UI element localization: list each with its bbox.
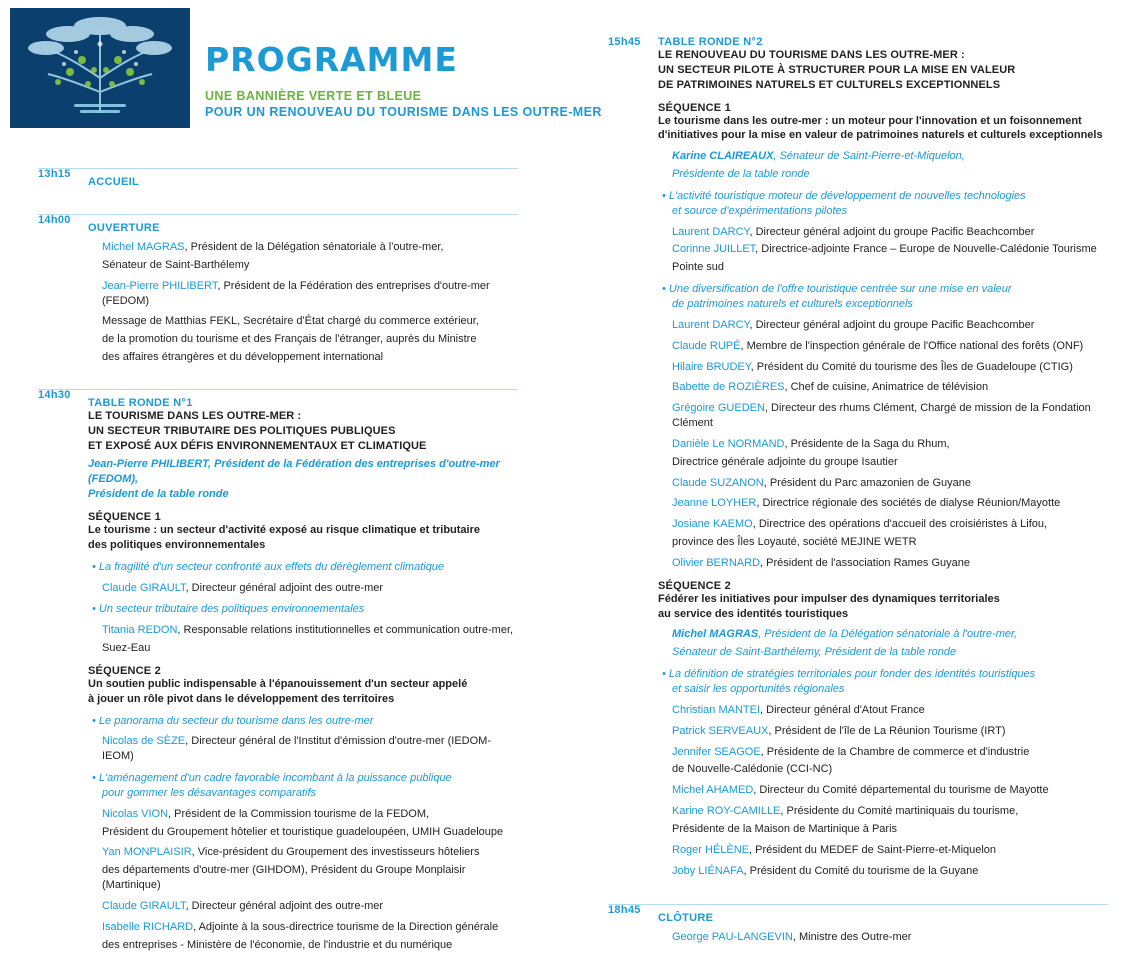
speaker-role: , Président du Comité du tourisme des Îles de Guadeloupe (CTIG) <box>750 360 1073 373</box>
chair-speaker <box>672 149 1108 164</box>
speaker-role: , Président de la Commission tourisme de la FEDOM, <box>168 807 430 820</box>
table1-chair-cont: Président de la table ronde <box>88 488 229 501</box>
speaker-role: , Directeur général adjoint du groupe Pacific Beachcomber <box>749 225 1035 238</box>
speaker-role-cont: Suez-Eau <box>102 642 151 655</box>
speaker <box>672 496 1108 511</box>
table1-chair: Jean-Pierre PHILIBERT, Président de la Fédération des entreprises d'outre-mer (FEDOM), <box>88 458 500 486</box>
speaker <box>672 745 1108 760</box>
table2-title: TABLE RONDE N°2 <box>658 36 763 48</box>
speaker-role: , Présidente de la Chambre de commerce et d'industrie <box>760 745 1030 758</box>
speaker-name: Patrick SERVEAUX <box>672 724 769 737</box>
speaker-role: , Présidente de la Saga du Rhum, <box>784 437 950 450</box>
bullet-item: • Un secteur tributaire des politiques environnementales <box>92 603 365 616</box>
speaker-name: Jean-Pierre PHILIBERT <box>102 279 218 292</box>
chair-role-cont: Présidente de la table ronde <box>672 168 810 181</box>
sequence-title: à jouer un rôle pivot dans le développement des territoires <box>88 692 395 705</box>
speaker-name: Claude RUPÉ <box>672 339 741 352</box>
bullet-item: • La définition de stratégies territoriales pour fonder des identités touristiques <box>662 668 1036 681</box>
sequence-label: SÉQUENCE 2 <box>88 664 161 677</box>
table2-subtitle: UN SECTEUR PILOTE À STRUCTURER POUR LA MISE EN VALEUR <box>658 63 1016 76</box>
speaker-role-cont: des entreprises - Ministère de l'économie, de l'industrie et du numérique <box>102 938 453 951</box>
bullet-item-cont: et saisir les opportunités régionales <box>672 683 845 695</box>
speaker-name: Olivier BERNARD <box>672 556 761 569</box>
divider <box>38 389 518 390</box>
header-subtitle-1: UNE BANNIÈRE VERTE ET BLEUE <box>205 89 422 103</box>
speaker <box>102 581 518 596</box>
speaker <box>672 339 1108 354</box>
speaker-role: , Président de l'île de La Réunion Tourisme (IRT) <box>768 724 1006 737</box>
divider <box>38 168 518 169</box>
bullet-item-cont: et source d'expérimentations pilotes <box>672 204 848 217</box>
chair-speaker <box>672 627 1108 642</box>
ouverture-title: OUVERTURE <box>88 222 160 234</box>
bullet-item: • Une diversification de l'offre touristique centrée sur une mise en valeur <box>662 283 1012 296</box>
speaker <box>102 899 518 914</box>
speaker-name: Hilaire BRUDEY <box>672 360 751 373</box>
speaker <box>672 517 1108 532</box>
bullet-item: • Le panorama du secteur du tourisme dans les outre-mer <box>92 714 374 727</box>
speaker-role: , Directrice des opérations d'accueil des croisiéristes à Lifou, <box>752 518 1048 531</box>
sequence-title: Fédérer les initiatives pour impulser des dynamiques territoriales <box>658 592 1000 605</box>
speaker-role: , Directeur général de l'Institut d'émission d'outre-mer (IEDOM-IEOM) <box>102 735 492 763</box>
speaker-role-cont: Présidente de la Maison de Martinique à Paris <box>672 822 898 835</box>
speaker-role: , Président de la Fédération des entreprises d'outre-mer (FEDOM) <box>102 279 490 307</box>
session-table-ronde-2 <box>608 36 1108 900</box>
bullet-item-cont: de patrimoines naturels et culturels exceptionnels <box>672 297 913 310</box>
speaker-name: Michel MAGRAS <box>102 241 185 253</box>
speaker-name: Nicolas VION <box>102 807 169 820</box>
speaker-name: Laurent DARCY <box>672 318 750 331</box>
speaker-name: Michel MAGRAS <box>672 628 759 641</box>
speaker <box>672 556 1108 571</box>
speaker <box>102 920 518 935</box>
bullet-item: • La fragilité d'un secteur confronté aux effets du dérèglement climatique <box>92 560 445 573</box>
speaker <box>102 734 518 764</box>
speaker <box>102 623 518 638</box>
speaker-role: , Vice-président du Groupement des investisseurs hôteliers <box>191 846 480 859</box>
table1-title: TABLE RONDE N°1 <box>88 396 193 409</box>
speaker-name: Grégoire GUEDEN <box>672 402 765 415</box>
session-accueil <box>38 168 518 210</box>
speaker-role: , Directrice régionale des sociétés de dialyse Réunion/Mayotte <box>756 497 1061 510</box>
table2-subtitle: LE RENOUVEAU DU TOURISME DANS LES OUTRE-MER : <box>658 49 965 61</box>
speaker <box>672 225 1108 240</box>
divider <box>608 904 1108 905</box>
speaker-name: Karine ROY-CAMILLE <box>672 805 781 818</box>
speaker-role: , Président de la Délégation sénatoriale à l'outre-mer, <box>184 241 444 253</box>
table1-subtitle: LE TOURISME DANS LES OUTRE-MER : <box>88 409 302 422</box>
table2-time: 15h45 <box>608 36 641 48</box>
table1-subtitle: UN SECTEUR TRIBUTAIRE DES POLITIQUES PUBLIQUES <box>88 424 396 437</box>
chair-role-cont: Sénateur de Saint-Barthélemy, Président de la table ronde <box>672 646 957 659</box>
header-text <box>205 40 602 119</box>
speaker-role: , Sénateur de Saint-Pierre-et-Miquelon, <box>773 150 965 163</box>
speaker <box>672 380 1108 395</box>
speaker-role: , Directeur général d'Atout France <box>760 703 925 716</box>
speaker-role: , Chef de cuisine, Animatrice de télévision <box>784 381 989 394</box>
speaker <box>672 318 1108 333</box>
table1-time: 14h30 <box>38 388 71 401</box>
speaker-role: , Responsable relations institutionnelles et communication outre-mer, <box>177 624 514 637</box>
message-line: des affaires étrangères et du développement international <box>102 351 384 364</box>
speaker <box>672 703 1108 718</box>
cloture-title: CLÔTURE <box>658 912 714 925</box>
speaker-name: Danièle Le NORMAND <box>672 437 785 450</box>
header-subtitle-2: POUR UN RENOUVEAU DU TOURISME DANS LES OUTRE-MER <box>205 105 602 119</box>
table1-subtitle: ET EXPOSÉ AUX DÉFIS ENVIRONNEMENTAUX ET CLIMATIQUE <box>88 439 427 452</box>
speaker-name: George PAU-LANGEVIN <box>672 931 793 944</box>
message-line: Message de Matthias FEKL, Secrétaire d'État chargé du commerce extérieur, <box>102 315 479 328</box>
speaker <box>672 930 1108 945</box>
speaker <box>102 240 518 255</box>
palm-tree-logo <box>10 8 190 128</box>
speaker-name: Nicolas de SÈZE <box>102 735 186 748</box>
speaker <box>672 401 1108 431</box>
left-column <box>38 168 518 957</box>
page-title: PROGRAMME <box>205 40 458 79</box>
speaker-name: Karine CLAIREAUX <box>672 150 774 163</box>
speaker-name: Titania REDON <box>102 624 178 637</box>
speaker-role-cont: des départements d'outre-mer (GIHDOM), Président du Groupe Monplaisir (Martinique) <box>102 864 466 892</box>
sequence-title: Le tourisme dans les outre-mer : un moteur pour l'innovation et un foisonnement <box>658 114 1082 127</box>
bullet-item-cont: pour gommer les désavantages comparatifs <box>102 786 316 799</box>
speaker-name: Jennifer SEAGOE <box>672 745 761 758</box>
speaker-name: Babette de ROZIÈRES <box>672 381 785 394</box>
accueil-time: 13h15 <box>38 168 71 180</box>
speaker-name: Michel AHAMED <box>672 784 754 797</box>
speaker <box>672 783 1108 798</box>
speaker-role: , Présidente du Comité martiniquais du tourisme, <box>780 805 1019 818</box>
message-line: de la promotion du tourisme et des Français de l'étranger, auprès du Ministre <box>102 333 477 346</box>
speaker-role: , Président de l'association Rames Guyane <box>760 556 971 569</box>
session-table-ronde-1 <box>38 389 518 953</box>
ouverture-time: 14h00 <box>38 214 71 226</box>
speaker-name: Claude GIRAULT <box>102 581 186 594</box>
sequence-title: au service des identités touristiques <box>658 607 849 620</box>
session-cloture <box>608 904 1108 945</box>
speaker-name: Isabelle RICHARD <box>102 920 194 933</box>
speaker-name: Josiane KAEMO <box>672 518 753 531</box>
speaker-role: , Directeur des rhums Clément, Chargé de mission de la Fondation Clément <box>672 402 1091 430</box>
speaker <box>102 279 518 309</box>
speaker <box>672 242 1108 257</box>
sequence-label: SÉQUENCE 1 <box>658 101 731 114</box>
speaker-role: , Président du MEDEF de Saint-Pierre-et-Miquelon <box>749 843 997 856</box>
speaker-role: , Membre de l'inspection générale de l'Office national des forêts (ONF) <box>740 339 1084 352</box>
speaker-name: Claude GIRAULT <box>102 900 186 912</box>
speaker-role: , Président du Comité du tourisme de la Guyane <box>743 864 979 877</box>
speaker-role: , Adjointe à la sous-directrice tourisme de la Direction générale <box>193 920 499 933</box>
speaker-name: Christian MANTEI <box>672 703 761 716</box>
speaker-name: Laurent DARCY <box>672 225 750 238</box>
sequence-label: SÉQUENCE 2 <box>658 579 731 592</box>
speaker-role: , Directeur général adjoint des outre-mer <box>185 900 384 912</box>
speaker-role-cont: Pointe sud <box>672 261 724 274</box>
speaker-name: Jeanne LOYHER <box>672 497 757 510</box>
speaker-name: Corinne JUILLET <box>672 243 756 256</box>
speaker <box>672 864 1108 879</box>
right-column <box>608 36 1108 949</box>
speaker-role: , Directeur général adjoint des outre-mer <box>185 581 384 594</box>
divider <box>38 214 518 215</box>
accueil-title: ACCUEIL <box>88 176 139 188</box>
speaker-role-cont: Directrice générale adjointe du groupe Isautier <box>672 455 898 468</box>
sequence-title: Un soutien public indispensable à l'épanouissement d'un secteur appelé <box>88 677 468 690</box>
speaker <box>672 437 1108 452</box>
speaker <box>672 843 1108 858</box>
table2-subtitle: DE PATRIMOINES NATURELS ET CULTURELS EXCEPTIONNELS <box>658 78 1001 91</box>
speaker <box>672 476 1108 491</box>
sequence-title: d'initiatives pour la mise en valeur de patrimoines naturels et culturels exceptionnels <box>658 129 1103 142</box>
speaker-role: , Ministre des Outre-mer <box>792 931 912 944</box>
speaker-role: , Directeur général adjoint du groupe Pacific Beachcomber <box>749 318 1035 331</box>
speaker <box>102 807 518 822</box>
speaker <box>102 845 518 860</box>
speaker-name: Yan MONPLAISIR <box>102 846 192 859</box>
speaker-role-cont: province des Îles Loyauté, société MEJINE WETR <box>672 536 917 549</box>
speaker-role: , Directrice-adjointe France – Europe de Nouvelle-Calédonie Tourisme <box>755 243 1097 256</box>
sequence-title: des politiques environnementales <box>88 538 266 551</box>
sequence-label: SÉQUENCE 1 <box>88 510 161 523</box>
speaker-role-cont: Président du Groupement hôtelier et touristique guadeloupéen, UMIH Guadeloupe <box>102 825 504 838</box>
speaker-name: Claude SUZANON <box>672 476 764 489</box>
bullet-item: • L'activité touristique moteur de développement de nouvelles technologies <box>662 189 1026 202</box>
cloture-time: 18h45 <box>608 904 641 917</box>
session-ouverture <box>38 214 518 385</box>
speaker-role-cont: Sénateur de Saint-Barthélemy <box>102 258 250 271</box>
sequence-title: Le tourisme : un secteur d'activité exposé au risque climatique et tributaire <box>88 523 481 536</box>
speaker-role: , Directeur du Comité départemental du tourisme de Mayotte <box>753 784 1049 797</box>
speaker-role-cont: de Nouvelle-Calédonie (CCI-NC) <box>672 763 833 776</box>
speaker <box>672 724 1108 739</box>
speaker-role: , Président du Parc amazonien de Guyane <box>763 476 971 489</box>
speaker-name: Roger HÉLÈNE <box>672 843 750 856</box>
bullet-item: • L'aménagement d'un cadre favorable incombant à la puissance publique <box>92 772 452 785</box>
speaker <box>672 360 1108 375</box>
speaker <box>672 804 1108 819</box>
speaker-role: , Président de la Délégation sénatoriale à l'outre-mer, <box>758 628 1018 641</box>
speaker-name: Joby LIÉNAFA <box>672 864 744 877</box>
